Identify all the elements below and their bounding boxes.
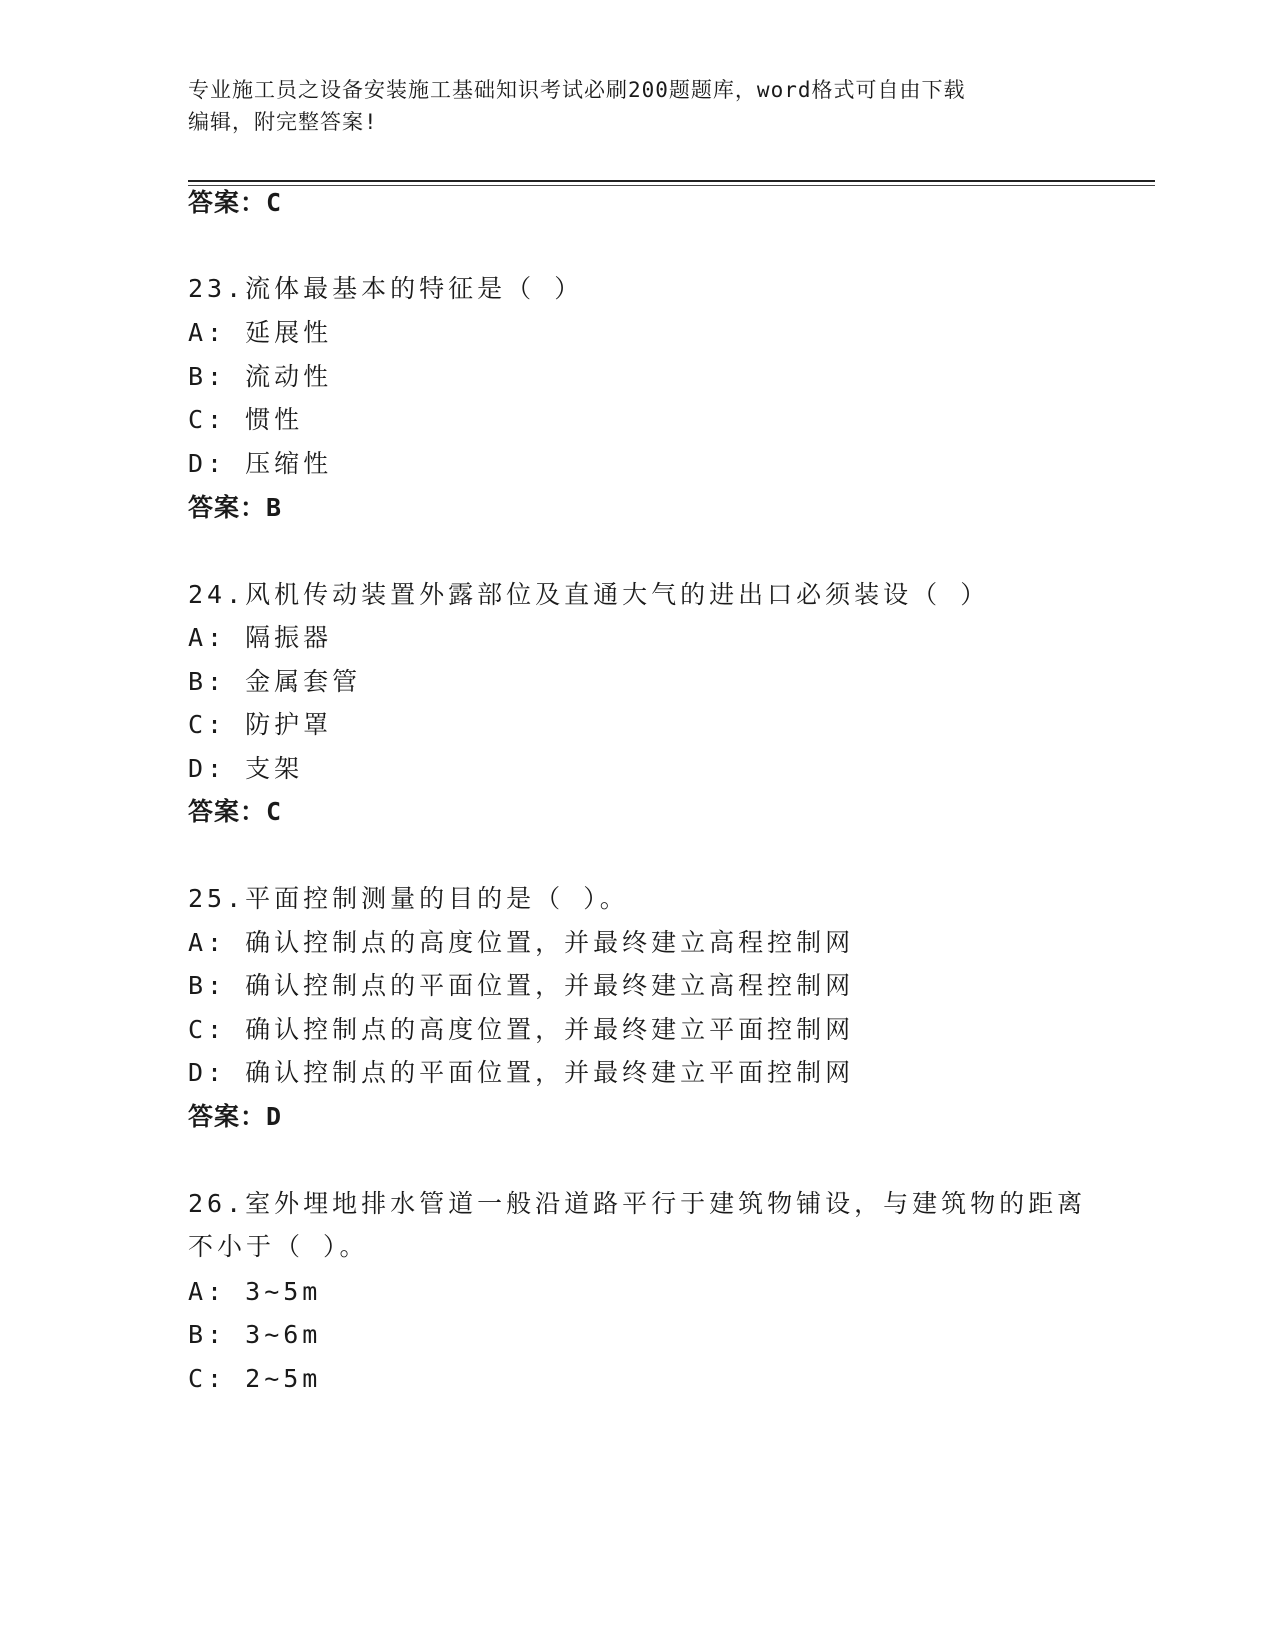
question-24-option-b: B: 金属套管	[188, 667, 362, 696]
question-25-option-d: D: 确认控制点的平面位置，并最终建立平面控制网	[188, 1058, 855, 1087]
previous-answer: 答案：C	[188, 188, 283, 217]
question-23-option-b: B: 流动性	[188, 362, 333, 391]
question-26-option-a: A: 3~5m	[188, 1277, 322, 1306]
question-23-stem: 23.流体最基本的特征是（ ）	[188, 274, 584, 303]
document-header	[188, 74, 1068, 138]
header-divider-thin	[188, 185, 1155, 186]
question-26-stem-line-1: 26.室外埋地排水管道一般沿道路平行于建筑物铺设，与建筑物的距离	[188, 1189, 1087, 1218]
question-25-option-c: C: 确认控制点的高度位置，并最终建立平面控制网	[188, 1015, 855, 1044]
question-25-option-b: B: 确认控制点的平面位置，并最终建立高程控制网	[188, 971, 855, 1000]
question-26-option-b: B: 3~6m	[188, 1320, 322, 1349]
question-24-option-a: A: 隔振器	[188, 623, 333, 652]
question-25-stem: 25.平面控制测量的目的是（ ）。	[188, 884, 629, 913]
question-23-answer: 答案：B	[188, 493, 283, 522]
question-24-stem: 24.风机传动装置外露部位及直通大气的进出口必须装设（ ）	[188, 580, 990, 609]
question-25-answer: 答案：D	[188, 1102, 283, 1131]
question-26-stem-line-2: 不小于（ ）。	[188, 1232, 369, 1261]
question-23-option-a: A: 延展性	[188, 318, 333, 347]
header-line-2: 编辑，附完整答案!	[188, 110, 378, 134]
question-24-option-c: C: 防护罩	[188, 710, 333, 739]
question-25-option-a: A: 确认控制点的高度位置，并最终建立高程控制网	[188, 928, 855, 957]
question-24-option-d: D: 支架	[188, 754, 304, 783]
header-line-1: 专业施工员之设备安装施工基础知识考试必刷200题题库，word格式可自由下载	[188, 78, 966, 102]
header-divider-thick	[188, 180, 1155, 182]
question-26-option-c: C: 2~5m	[188, 1364, 322, 1393]
question-23-option-c: C: 惯性	[188, 405, 304, 434]
question-23-option-d: D: 压缩性	[188, 449, 333, 478]
question-24-answer: 答案：C	[188, 797, 283, 826]
